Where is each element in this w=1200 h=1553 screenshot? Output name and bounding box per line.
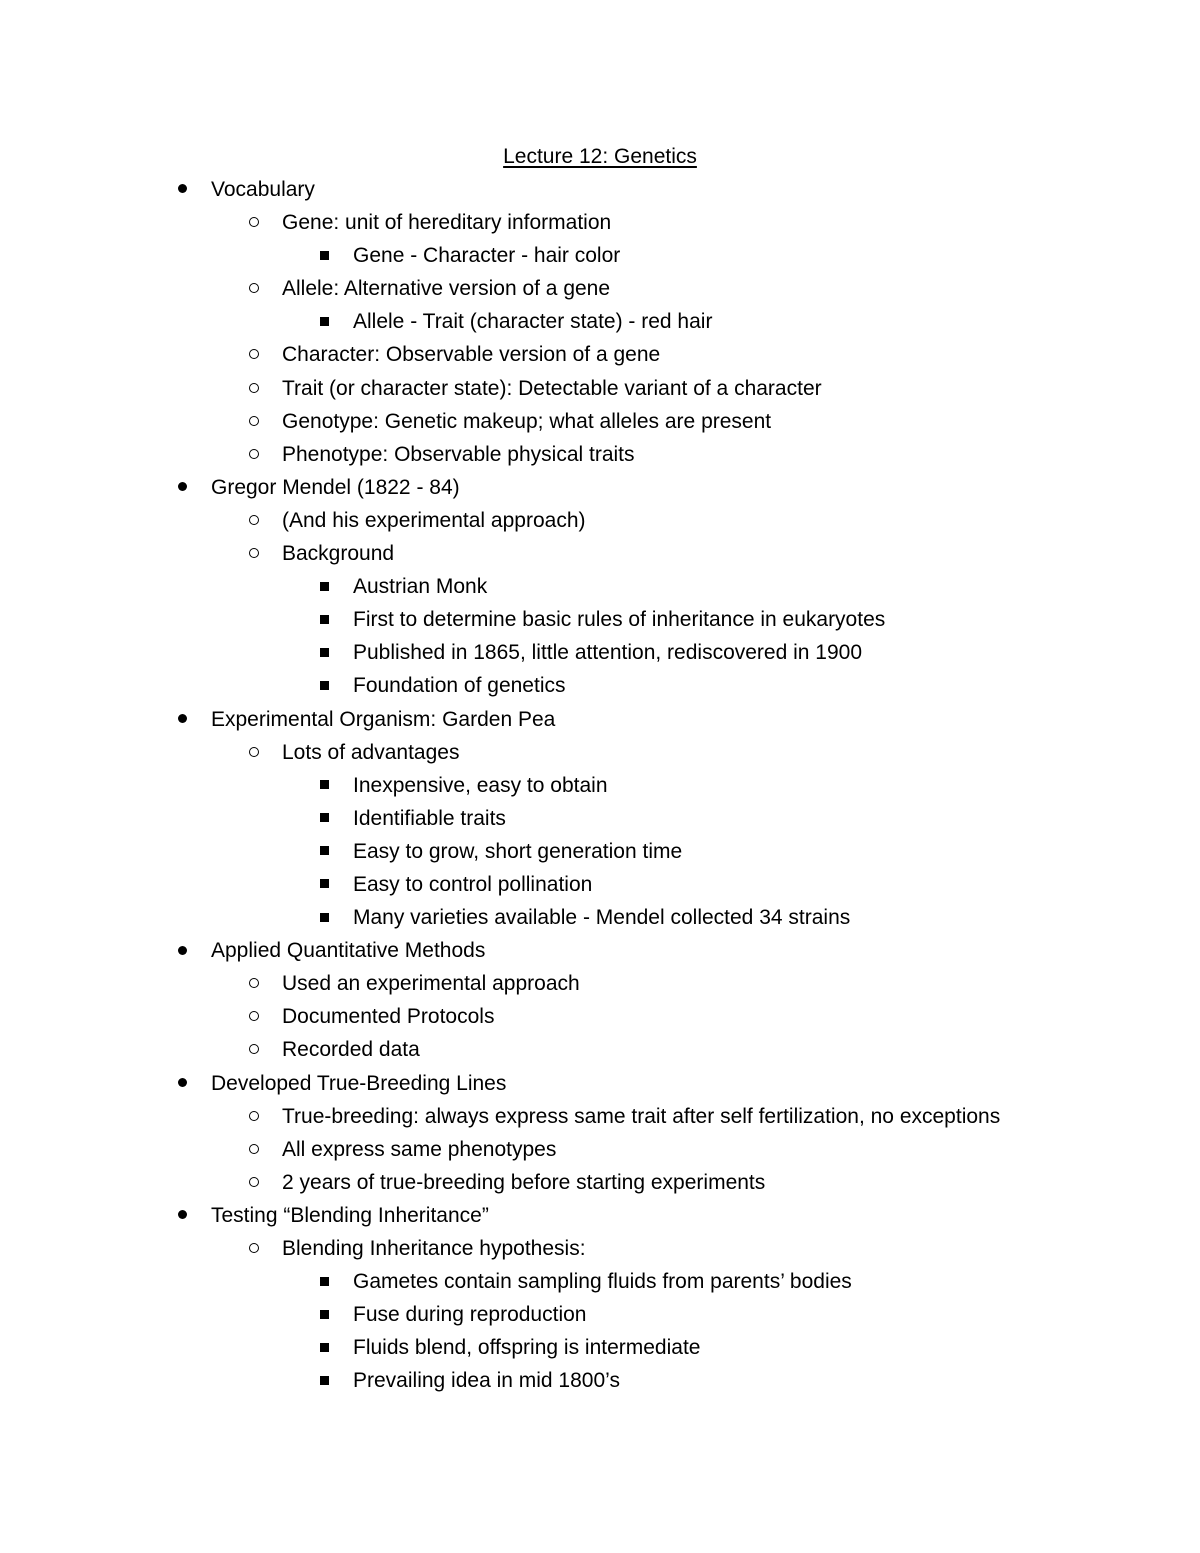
filled-square-bullet-icon [314, 838, 334, 866]
outline-item-text: Lots of advantages [282, 740, 460, 764]
outline-item-level-2 [0, 275, 1200, 308]
outline-item-level-1 [0, 176, 1200, 209]
outline-item-level-2 [0, 375, 1200, 408]
outline-item-level-3 [0, 242, 1200, 275]
outline-item-level-2 [0, 408, 1200, 441]
filled-square-bullet-icon [314, 639, 334, 667]
outline-item-level-1 [0, 706, 1200, 739]
outline-item-text: Recorded data [282, 1038, 420, 1062]
hollow-circle-bullet-icon [244, 1169, 264, 1197]
outline-item-text: (And his experimental approach) [282, 508, 586, 532]
outline-item-text: Background [282, 542, 395, 566]
outline-item-text: All express same phenotypes [282, 1137, 557, 1161]
outline-item-text: Easy to control pollination [353, 872, 593, 896]
outline-item-text: Fuse during reproduction [353, 1303, 587, 1327]
hollow-circle-bullet-icon [244, 970, 264, 998]
outline-item-level-3 [0, 1301, 1200, 1334]
filled-square-bullet-icon [314, 242, 334, 270]
outline-item-text: Austrian Monk [353, 575, 488, 599]
filled-circle-bullet-icon [172, 474, 192, 502]
outline-item-level-2 [0, 1103, 1200, 1136]
outline-item-text: Gregor Mendel (1822 - 84) [211, 475, 460, 499]
outline-item-text: Experimental Organism: Garden Pea [211, 707, 556, 731]
filled-circle-bullet-icon [172, 937, 192, 965]
filled-square-bullet-icon [314, 308, 334, 336]
outline-item-text: Gene: unit of hereditary information [282, 211, 612, 235]
outline-item-text: Prevailing idea in mid 1800’s [353, 1369, 620, 1393]
outline-item-level-2 [0, 209, 1200, 242]
outline-item-level-3 [0, 308, 1200, 341]
filled-square-bullet-icon [314, 1334, 334, 1362]
outline-item-level-3 [0, 871, 1200, 904]
outline-item-text: Many varieties available - Mendel collected 34 strains [353, 906, 851, 930]
outline-item-text: Blending Inheritance hypothesis: [282, 1237, 586, 1260]
outline-item-text: Genotype: Genetic makeup; what alleles are present [282, 409, 772, 433]
outline-item-level-2 [0, 1136, 1200, 1169]
filled-square-bullet-icon [314, 904, 334, 932]
hollow-circle-bullet-icon [244, 209, 264, 237]
outline-item-level-3 [0, 606, 1200, 639]
hollow-circle-bullet-icon [244, 739, 264, 767]
outline-item-text: Applied Quantitative Methods [211, 939, 486, 963]
filled-circle-bullet-icon [172, 706, 192, 734]
outline-item-text: Published in 1865, little attention, rediscovered in 1900 [353, 641, 863, 665]
outline-item-level-2 [0, 441, 1200, 474]
outline-item-text: Vocabulary [211, 178, 315, 201]
outline-item-level-3 [0, 639, 1200, 672]
filled-square-bullet-icon [314, 1367, 334, 1395]
outline-item-text: True-breeding: always express same trait after self fertilization, no exceptions [282, 1104, 1001, 1128]
outline-item-text: First to determine basic rules of inheritance in eukaryotes [353, 608, 886, 632]
outline-item-level-1 [0, 1202, 1200, 1235]
outline-item-level-3 [0, 573, 1200, 606]
filled-square-bullet-icon [314, 1301, 334, 1329]
outline-item-text: Testing “Blending Inheritance” [211, 1203, 489, 1227]
outline-item-text: Phenotype: Observable physical traits [282, 442, 635, 466]
outline-item-level-3 [0, 838, 1200, 871]
hollow-circle-bullet-icon [244, 1036, 264, 1064]
outline-item-level-2 [0, 540, 1200, 573]
filled-square-bullet-icon [314, 573, 334, 601]
outline-item-level-3 [0, 805, 1200, 838]
filled-circle-bullet-icon [172, 1070, 192, 1098]
hollow-circle-bullet-icon [244, 408, 264, 436]
outline-item-text: Inexpensive, easy to obtain [353, 773, 608, 797]
hollow-circle-bullet-icon [244, 1103, 264, 1131]
outline-item-level-2 [0, 507, 1200, 540]
filled-circle-bullet-icon [172, 1202, 192, 1230]
outline-item-level-3 [0, 772, 1200, 805]
outline-item-text: Allele - Trait (character state) - red hair [353, 310, 713, 334]
hollow-circle-bullet-icon [244, 540, 264, 568]
outline-item-text: Foundation of genetics [353, 674, 566, 698]
page-title [0, 143, 1200, 171]
outline-item-level-3 [0, 1334, 1200, 1367]
outline-item-level-3 [0, 1367, 1200, 1400]
outline-item-text: Gametes contain sampling fluids from parents’ bodies [353, 1270, 852, 1294]
filled-square-bullet-icon [314, 772, 334, 800]
filled-square-bullet-icon [314, 1268, 334, 1296]
outline-list [0, 176, 1200, 1400]
hollow-circle-bullet-icon [244, 375, 264, 403]
outline-item-level-2 [0, 739, 1200, 772]
filled-square-bullet-icon [314, 606, 334, 634]
hollow-circle-bullet-icon [244, 1003, 264, 1031]
outline-item-text: Gene - Character - hair color [353, 244, 621, 268]
outline-item-level-1 [0, 937, 1200, 970]
outline-item-text: 2 years of true-breeding before starting experiments [282, 1170, 766, 1194]
outline-item-level-2 [0, 970, 1200, 1003]
hollow-circle-bullet-icon [244, 275, 264, 303]
hollow-circle-bullet-icon [244, 1136, 264, 1164]
outline-item-text: Trait (or character state): Detectable variant of a character [282, 376, 822, 400]
hollow-circle-bullet-icon [244, 507, 264, 535]
outline-item-text: Developed True-Breeding Lines [211, 1071, 507, 1095]
outline-item-text: Identifiable traits [353, 806, 506, 830]
filled-square-bullet-icon [314, 871, 334, 899]
outline-item-level-3 [0, 904, 1200, 937]
outline-item-text: Used an experimental approach [282, 972, 580, 996]
outline-item-text: Easy to grow, short generation time [353, 839, 683, 863]
outline-item-level-2 [0, 1003, 1200, 1036]
outline-item-text: Character: Observable version of a gene [282, 343, 661, 367]
outline-item-level-2 [0, 1235, 1200, 1268]
outline-item-level-3 [0, 672, 1200, 705]
hollow-circle-bullet-icon [244, 1235, 264, 1263]
outline-item-text: Allele: Alternative version of a gene [282, 277, 611, 301]
outline-item-level-2 [0, 341, 1200, 374]
outline-item-text: Fluids blend, offspring is intermediate [353, 1336, 701, 1360]
filled-square-bullet-icon [314, 672, 334, 700]
outline-item-level-1 [0, 474, 1200, 507]
outline-item-level-3 [0, 1268, 1200, 1301]
hollow-circle-bullet-icon [244, 341, 264, 369]
outline-item-level-2 [0, 1169, 1200, 1202]
filled-circle-bullet-icon [172, 176, 192, 204]
filled-square-bullet-icon [314, 805, 334, 833]
outline-item-level-2 [0, 1036, 1200, 1069]
hollow-circle-bullet-icon [244, 441, 264, 469]
page-title-text: Lecture 12: Genetics [503, 145, 697, 168]
outline-item-text: Documented Protocols [282, 1005, 495, 1029]
outline-item-level-1 [0, 1070, 1200, 1103]
